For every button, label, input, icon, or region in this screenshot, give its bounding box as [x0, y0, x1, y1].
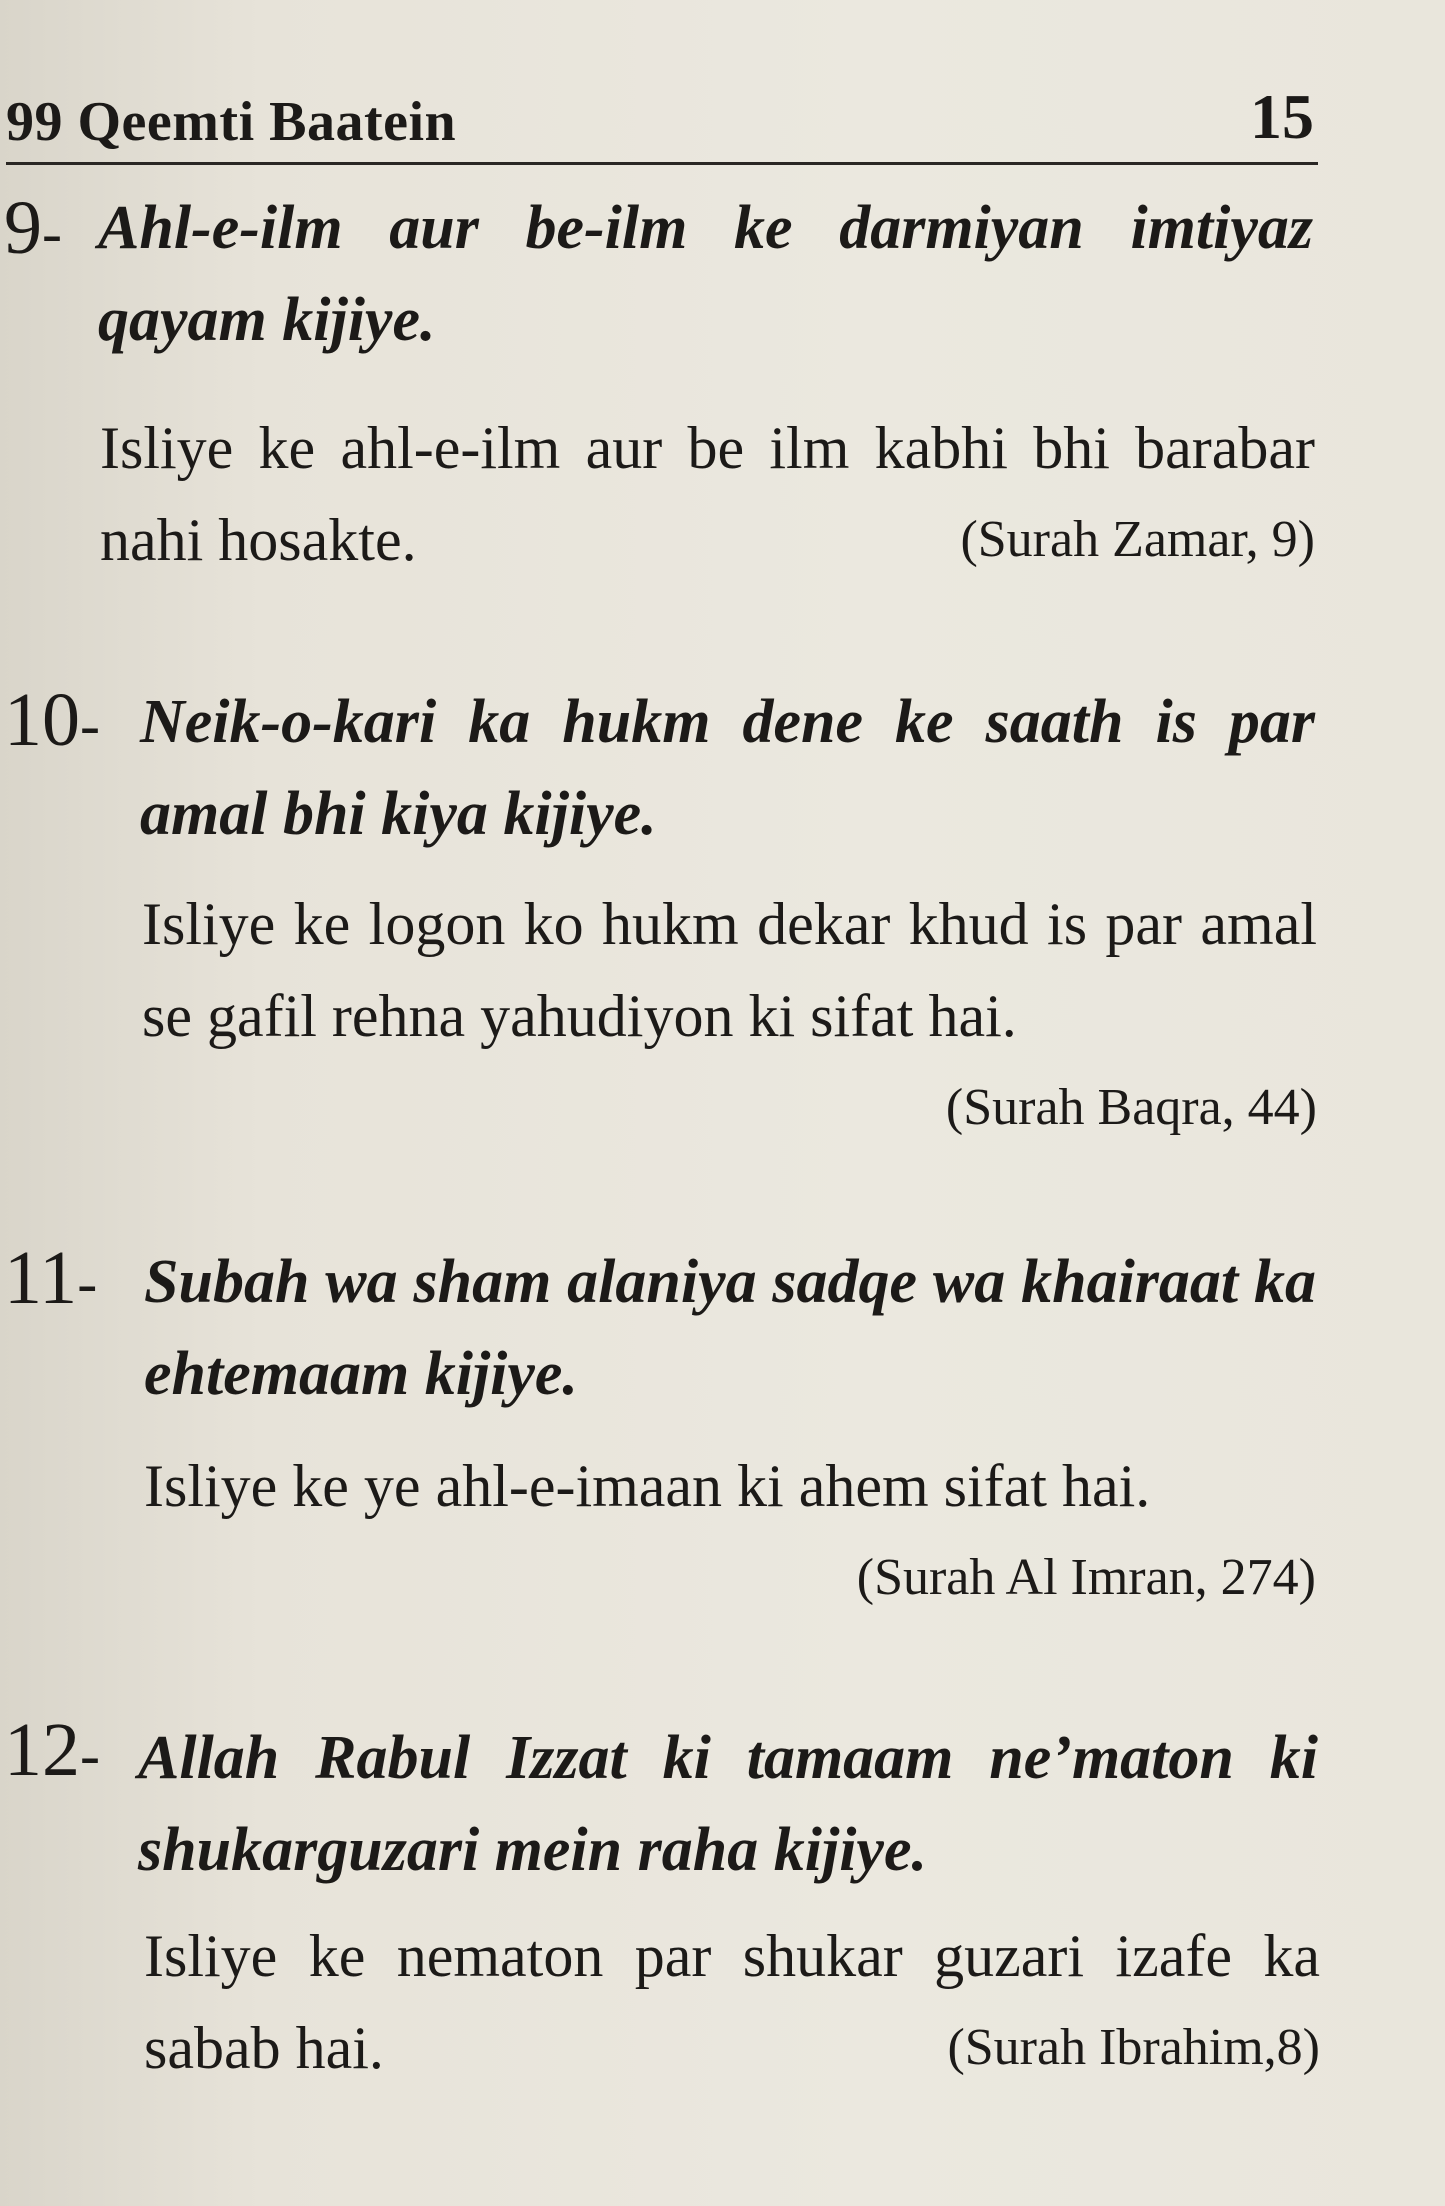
entry-reference: (Surah Baqra, 44): [945, 1079, 1317, 1136]
entry-heading: Allah Rabul Izzat ki tamaam ne’maton ki shukarguzari mein raha kijiye.: [138, 1724, 1318, 1884]
entry-number: 11-: [4, 1236, 98, 1320]
entry-body: [100, 402, 1315, 586]
entry-heading: Neik-o-kari ka hukm dene ke saath is par amal bhi kiya kijiye.: [140, 688, 1315, 848]
entry-body-text: Isliye ke ye ahl-e-imaan ki ahem sifat hai.: [144, 1453, 1151, 1519]
entry-body: [144, 1440, 1316, 1624]
entry-heading: Subah wa sham alaniya sadqe wa khairaat ka ehtemaam kijiye.: [144, 1248, 1316, 1408]
entry-body: [144, 1910, 1320, 2094]
entry-body-text: Isliye ke logon ko hukm dekar khud is par amal se gafil rehna yahudiyon ki sifat hai.: [142, 891, 1317, 1049]
entry-body-text: Isliye ke nematon par shukar guzari izafe ka sabab hai.: [144, 1923, 1320, 2081]
entry-body-text: Isliye ke ahl-e-ilm aur be ilm kabhi bhi barabar nahi hosakte.: [100, 415, 1315, 573]
entry-number: 9-: [4, 186, 62, 270]
entry-body: [142, 878, 1317, 1154]
entry-number: 12-: [4, 1708, 100, 1792]
entry-number: 10-: [4, 678, 100, 762]
entry-heading: Ahl-e-ilm aur be-ilm ke darmiyan imtiyaz qayam kijiye.: [98, 194, 1313, 354]
book-title: 99 Qeemti Baatein: [6, 91, 457, 153]
entry-reference: (Surah Zamar, 9): [960, 511, 1315, 568]
page-number: 15: [1250, 81, 1314, 152]
entry-reference: (Surah Ibrahim,8): [947, 2019, 1320, 2076]
page-header: [6, 62, 1318, 165]
entry-reference: (Surah Al Imran, 274): [856, 1549, 1316, 1606]
